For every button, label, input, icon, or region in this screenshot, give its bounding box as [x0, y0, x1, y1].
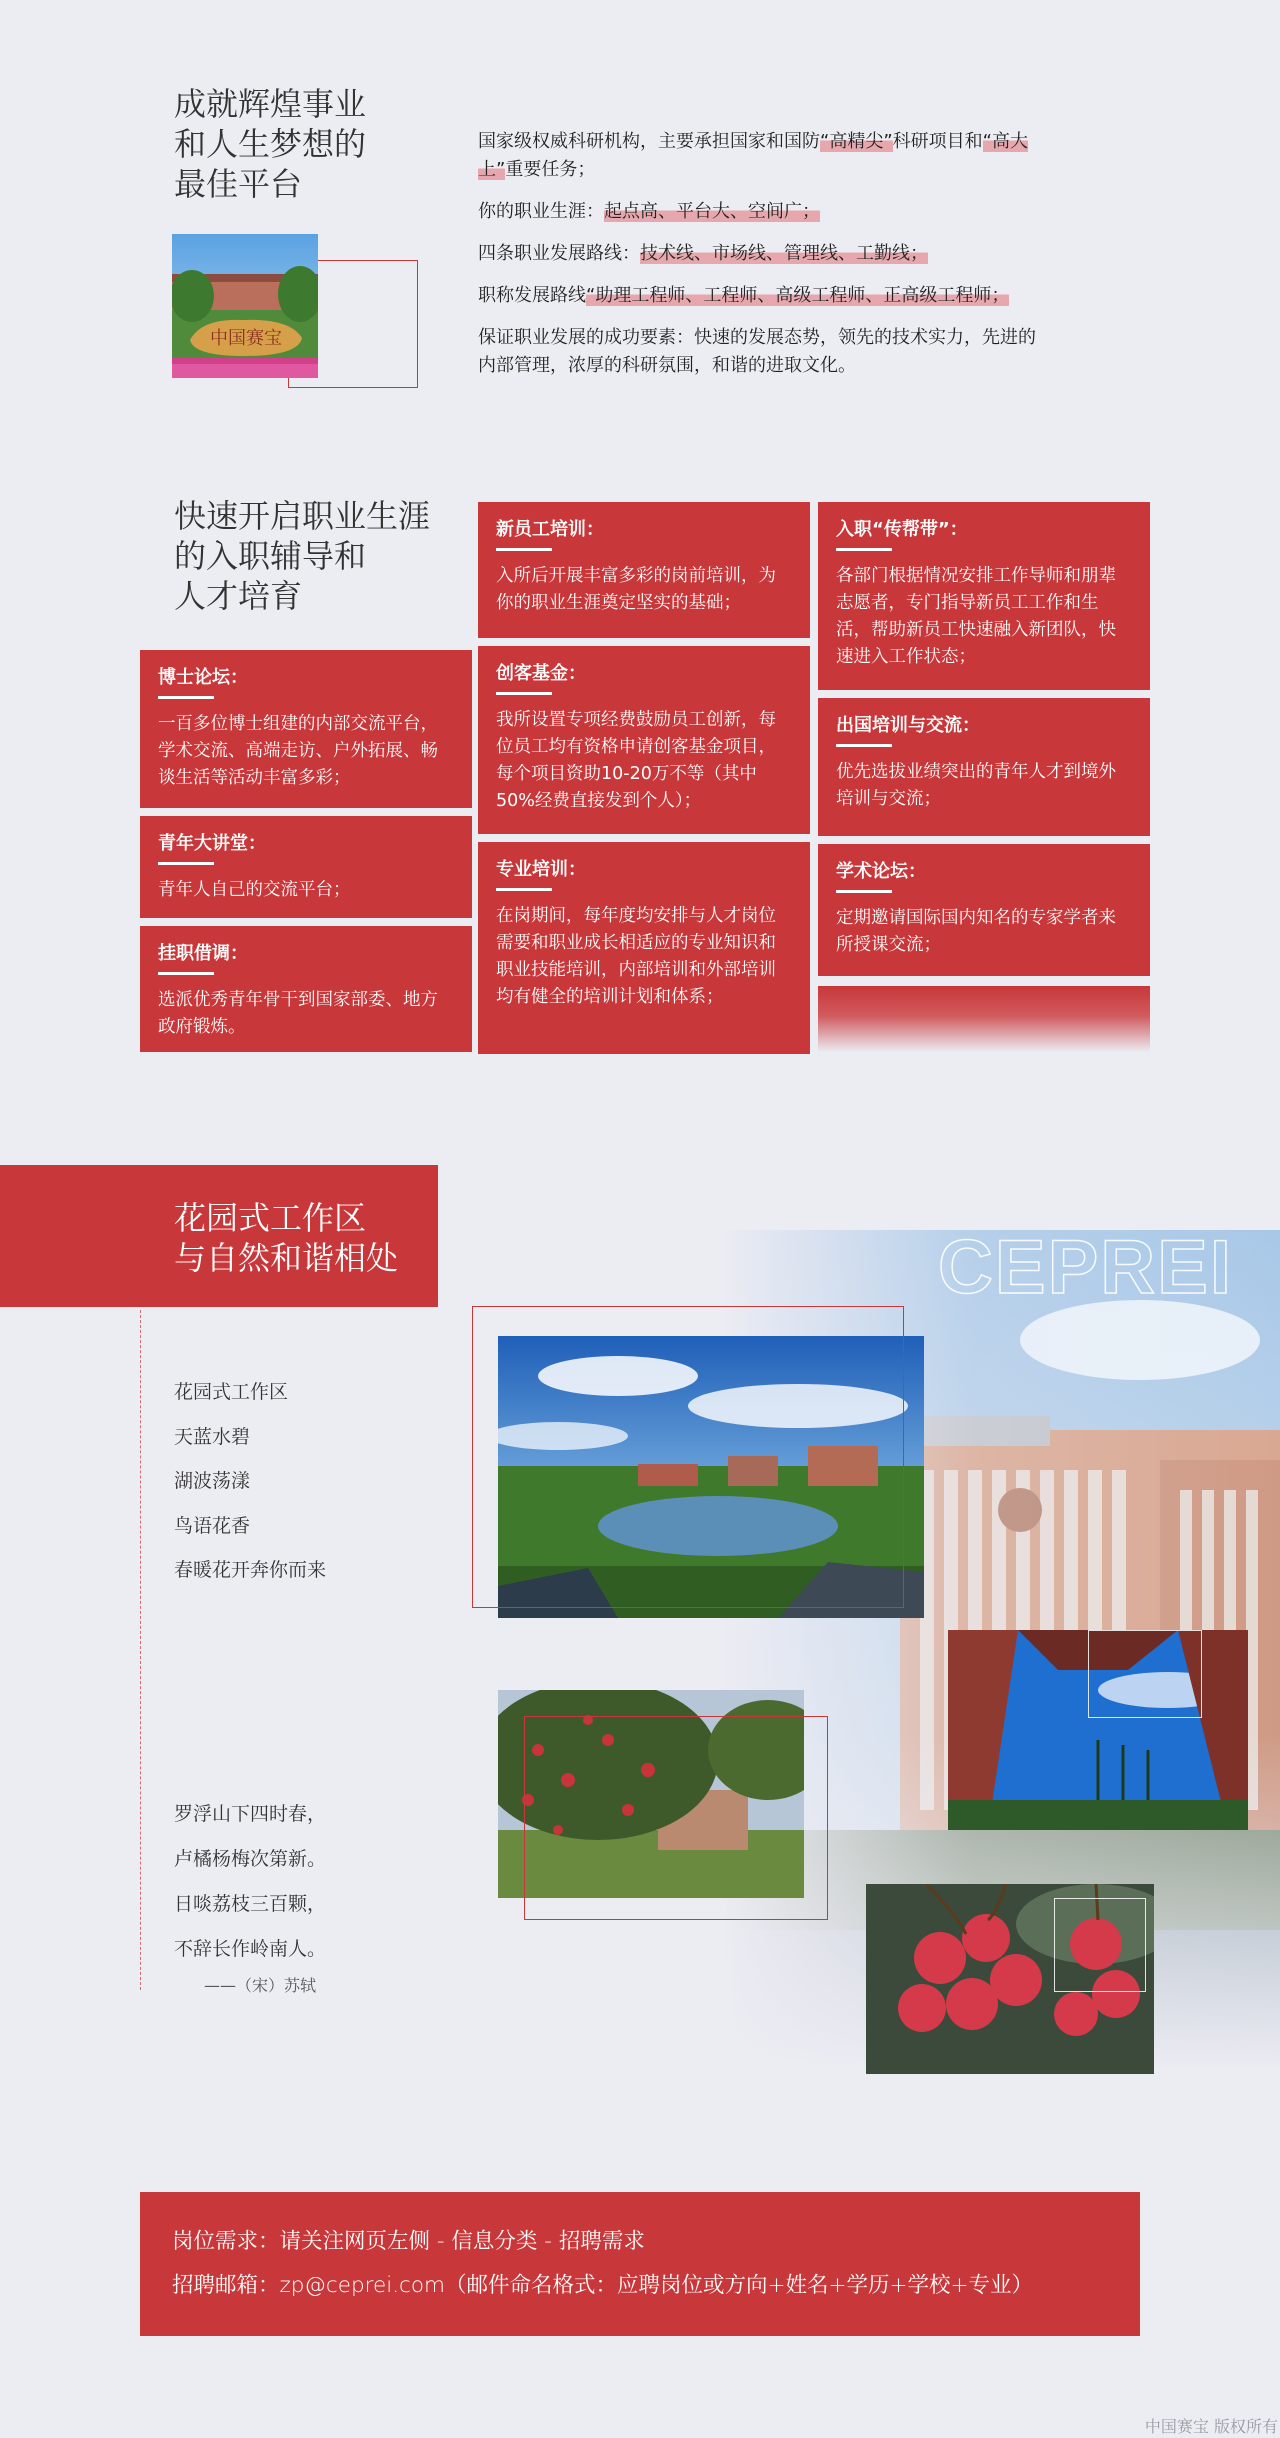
card-text: 青年人自己的交流平台；: [158, 880, 351, 900]
title-underline: [496, 692, 552, 695]
photo-frame-decoration: [1088, 1630, 1202, 1718]
recruitment-email-line[interactable]: 招聘邮箱：zp@ceprei.com（邮件命名格式：应聘岗位或方向+姓名+学历+学校+专业）: [172, 2273, 1034, 2298]
card-overseas-training: [818, 698, 1150, 836]
poem: [174, 1792, 326, 1972]
title-underline: [496, 548, 552, 551]
highlighted-text: “助理工程师、工程师、高级工程师、正高级工程师；: [586, 285, 1010, 306]
card-text: 各部门根据情况安排工作导师和朋辈志愿者，专门指导新员工工作和生活，帮助新员工快速融入新团队，快速进入工作状态；: [836, 566, 1116, 667]
advantage-item: [478, 282, 1038, 310]
photo-frame-decoration: [472, 1306, 904, 1608]
section-3-title: 花园式工作区 与自然和谐相处: [174, 1199, 399, 1277]
card-text: 入所后开展丰富多彩的岗前培训，为你的职业生涯奠定坚实的基础；: [496, 566, 776, 613]
text-segment: 国家级权威科研机构，主要承担国家和国防: [478, 131, 820, 152]
card-text: 选派优秀青年骨干到国家部委、地方政府锻炼。: [158, 990, 438, 1037]
poem-line: 不辞长作岭南人。: [174, 1938, 327, 1960]
card-text: 在岗期间，每年度均安排与人才岗位需要和职业成长相适应的专业知识和职业技能培训，内部培训和外部培训均有健全的培训计划和体系；: [496, 906, 776, 1007]
card-secondment: [140, 926, 472, 1052]
recruitment-info-footer: [140, 2192, 1140, 2336]
card-title: 挂职借调：: [158, 943, 248, 964]
card-title: 新员工培训：: [496, 519, 604, 540]
svg-text:中国赛宝: 中国赛宝: [210, 328, 282, 349]
card-professional-training: [478, 842, 810, 1054]
card-title: 青年大讲堂：: [158, 833, 266, 854]
title-underline: [836, 548, 892, 551]
ceprei-watermark-text: CEPREI: [938, 1225, 1233, 1310]
section-1-title: 成就辉煌事业 和人生梦想的 最佳平台: [174, 85, 367, 203]
campus-stone-photo: [172, 234, 318, 378]
highlighted-text: “高大上”: [478, 131, 1028, 180]
title-underline: [836, 744, 892, 747]
title-underline: [836, 890, 892, 893]
card-youth-lecture: [140, 816, 472, 918]
card-title: 入职“传帮带”：: [836, 519, 968, 540]
highlighted-text: 起点高、平台大、空间广；: [604, 201, 820, 222]
job-requirements-line: 岗位需求：请关注网页左侧 - 信息分类 - 招聘需求: [172, 2229, 645, 2254]
title-underline: [158, 696, 214, 699]
card-text: 定期邀请国际国内知名的专家学者来所授课交流；: [836, 908, 1116, 955]
text-segment: 职称发展路线: [478, 285, 586, 306]
card-title: 专业培训：: [496, 859, 586, 880]
card-title: 学术论坛：: [836, 861, 926, 882]
text-segment: 科研项目和: [892, 131, 983, 152]
advantage-item: [478, 324, 1038, 380]
title-underline: [158, 862, 214, 865]
text-segment: 重要任务；: [505, 159, 596, 180]
garden-features-list: [174, 1370, 326, 1593]
poem-line: 日啖荔枝三百颗，: [174, 1893, 327, 1915]
poem-author: ——（宋）苏轼: [204, 1976, 317, 1995]
feature-item: 春暖花开奔你而来: [174, 1559, 327, 1581]
highlighted-text: 技术线、市场线、管理线、工勤线；: [640, 243, 928, 264]
card-title: 创客基金：: [496, 663, 586, 684]
photo-frame-decoration: [524, 1716, 828, 1920]
card-text: 优先选拔业绩突出的青年人才到境外培训与交流；: [836, 762, 1116, 809]
poem-line: 卢橘杨梅次第新。: [174, 1848, 327, 1870]
text-segment: 保证职业发展的成功要素：快速的发展态势，领先的技术实力，先进的内部管理，浓厚的科研氛围，和谐的进取文化。: [478, 327, 1036, 376]
title-underline: [496, 888, 552, 891]
copyright: 中国赛宝 版权所有: [1144, 2417, 1278, 2436]
card-text: 一百多位博士组建的内部交流平台，学术交流、高端走访、户外拓展、畅谈生活等活动丰富多彩；: [158, 714, 438, 788]
section-2-title: 快速开启职业生涯 的入职辅导和 人才培育: [174, 497, 431, 615]
text-segment: 你的职业生涯：: [478, 201, 604, 222]
card-academic-forum: [818, 844, 1150, 976]
card-title: 出国培训与交流：: [836, 715, 980, 736]
highlighted-text: “高精尖”: [820, 131, 893, 152]
card-new-employee-training: [478, 502, 810, 638]
feature-item: 鸟语花香: [174, 1514, 251, 1537]
title-underline: [158, 972, 214, 975]
poem-line: 罗浮山下四时春，: [174, 1803, 327, 1825]
card-phd-forum: [140, 650, 472, 808]
card-maker-fund: [478, 646, 810, 834]
advantage-item: [478, 128, 1038, 184]
photo-frame-decoration: [1054, 1898, 1146, 1992]
text-segment: 四条职业发展路线：: [478, 243, 640, 264]
feature-item: 天蓝水碧: [174, 1425, 251, 1448]
feature-item: 花园式工作区: [174, 1381, 289, 1403]
dashed-divider: [140, 1310, 141, 1990]
advantage-item: [478, 198, 1038, 226]
advantage-item: [478, 240, 1038, 268]
feature-item: 湖波荡漾: [174, 1470, 251, 1492]
platform-advantages-list: [478, 128, 1038, 394]
card-text: 我所设置专项经费鼓励员工创新，每位员工均有资格申请创客基金项目，每个项目资助10-20万不等（其中50%经费直接发到个人）；: [496, 710, 776, 811]
card-mentorship: [818, 502, 1150, 690]
fade-card-decoration: [818, 986, 1150, 1052]
card-title: 博士论坛：: [158, 667, 248, 688]
